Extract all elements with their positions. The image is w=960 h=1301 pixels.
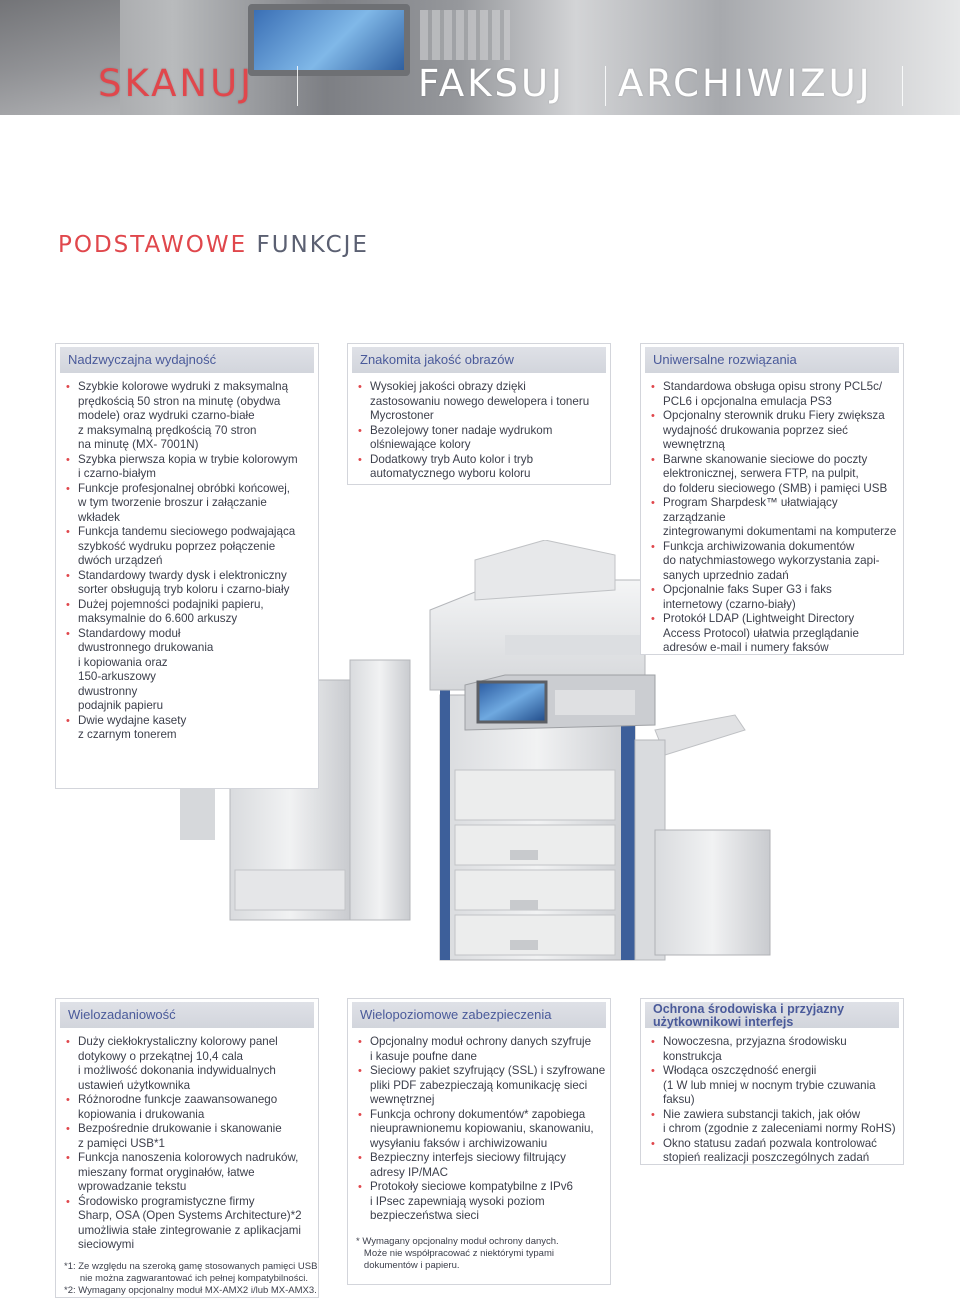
hero-word-archive: ARCHIWIZUJ bbox=[618, 62, 873, 105]
feature-list bbox=[64, 380, 314, 743]
feature-box-title bbox=[645, 1002, 899, 1028]
page-title bbox=[58, 232, 369, 258]
list-item: • Standardowy moduł dwustronnego drukowania i kopiowania oraz 150-arkuszowy dwustronny podajnik papieru bbox=[64, 627, 314, 714]
list-item: • Bezpieczny interfejs sieciowy filtrujący adresy IP/MAC bbox=[356, 1151, 606, 1180]
control-panel bbox=[465, 675, 655, 730]
list-item: • Funkcja tandemu sieciowego podwajająca szybkość wydruku poprzez połączenie dwóch urządzeń bbox=[64, 525, 314, 569]
list-item: • Opcjonalny sterownik druku Fiery zwiększa wydajność drukowania poprzez sieć wewnętrzną bbox=[649, 409, 899, 453]
list-item: • Opcjonalny moduł ochrony danych szyfruje i kasuje poufne dane bbox=[356, 1035, 606, 1064]
list-item: • Szybka pierwsza kopia w trybie kolorowym i czarno-białym bbox=[64, 453, 314, 482]
hero-word-fax: FAKSUJ bbox=[418, 62, 565, 105]
list-item: • Nie zawiera substancji takich, jak ołów i chrom (zgodnie z zaleceniami normy RoHS) bbox=[649, 1108, 899, 1137]
feature-box-multitask bbox=[55, 998, 319, 1298]
hero-separator bbox=[902, 66, 903, 106]
page-title-part2: FUNKCJE bbox=[256, 232, 369, 258]
list-item: • Nowoczesna, przyjazna środowisku konstrukcja bbox=[649, 1035, 899, 1064]
footnote-line: * Wymagany opcjonalny moduł ochrony danych. Może nie współpracować z niektórymi typami dokumentów i papieru. bbox=[356, 1235, 559, 1271]
large-capacity-tray bbox=[655, 830, 770, 955]
list-item: • Protokół LDAP (Lightweight Directory Access Protocol) ułatwia przeglądanie adresów e-mail i numery faksów bbox=[649, 612, 899, 656]
list-item: • Bezpośrednie drukowanie i skanowanie z pamięci USB*1 bbox=[64, 1122, 314, 1151]
list-item: • Sieciowy pakiet szyfrujący (SSL) i szyfrowane pliki PDF zabezpieczają komunikację sieci wewnętrznej bbox=[356, 1064, 606, 1108]
list-item: • Dwie wydajne kasety z czarnym tonerem bbox=[64, 714, 314, 743]
list-item: • Standardowy twardy dysk i elektroniczny sorter obsługują tryb koloru i czarno-biały bbox=[64, 569, 314, 598]
list-item: • Funkcja ochrony dokumentów* zapobiega nieuprawnionemu kopiowaniu, skanowaniu, wysyłaniu faksów i archiwizowaniu bbox=[356, 1108, 606, 1152]
footnote bbox=[64, 1260, 318, 1297]
hero-banner bbox=[0, 0, 960, 115]
list-item: • Protokoły sieciowe kompatybilne z IPv6 i IPsec zapewniają wysoki poziom bezpieczeństwa sieci bbox=[356, 1180, 606, 1224]
list-item: • Funkcja archiwizowania dokumentów do natychmiastowego wykorzystania zapi- sanych uprzednio zadań bbox=[649, 540, 899, 584]
feature-box-title: Znakomita jakość obrazów bbox=[352, 347, 606, 373]
list-item: • Bezolejowy toner nadaje wydrukom olśniewające kolory bbox=[356, 424, 606, 453]
feature-box-quality bbox=[347, 343, 611, 485]
feature-box-title-line1: Ochrona środowiska i przyjazny bbox=[653, 1002, 845, 1016]
list-item: • Szybkie kolorowe wydruki z maksymalną prędkością 50 stron na minutę (obydwa modele) oraz wydruki czarno-białe z maksymalną prędkością 70 stron na minutę (MX- 7001N) bbox=[64, 380, 314, 453]
feature-box-title: Wielopoziomowe zabezpieczenia bbox=[352, 1002, 606, 1028]
feature-list bbox=[356, 1035, 606, 1272]
feature-box-title: Wielozadaniowość bbox=[60, 1002, 314, 1028]
footnote bbox=[356, 1236, 606, 1272]
list-item: • Wysokiej jakości obrazy dzięki zastosowaniu nowego dewelopera i toneru Mycrostoner bbox=[356, 380, 606, 424]
list-item: • Duży ciekłokrystaliczny kolorowy panel dotykowy o przekątnej 10,4 cala i możliwość dokonania indywidualnych ustawień użytkownika bbox=[64, 1035, 314, 1093]
main-engine bbox=[440, 690, 635, 960]
list-item: • Program Sharpdesk™ ułatwiający zarządzanie zintegrowanymi dokumentami na komputerze bbox=[649, 496, 899, 540]
list-item: • Dużej pojemności podajniki papieru, maksymalnie do 6.600 arkuszy bbox=[64, 598, 314, 627]
feature-box-title: Uniwersalne rozwiązania bbox=[645, 347, 899, 373]
list-item: • Środowisko programistyczne firmy Sharp, OSA (Open Systems Architecture)*2 umożliwia stałe zintegrowanie z aplikacjami sieciowymi bbox=[64, 1195, 314, 1253]
keypad-photo bbox=[420, 10, 510, 60]
feature-box-performance bbox=[55, 343, 319, 789]
feature-list bbox=[649, 380, 899, 656]
feature-box-title-line2: użytkownikowi interfejs bbox=[653, 1015, 794, 1029]
list-item: • Okno statusu zadań pozwala kontrolować stopień realizacji poszczególnych zadań bbox=[649, 1137, 899, 1166]
page-title-part1: PODSTAWOWE bbox=[58, 232, 248, 258]
document-feeder bbox=[430, 540, 645, 690]
feature-list bbox=[64, 1035, 318, 1297]
list-item: • Opcjonalnie faks Super G3 i faks internetowy (czarno-biały) bbox=[649, 583, 899, 612]
feature-box-universal bbox=[640, 343, 904, 655]
feature-list bbox=[356, 380, 606, 482]
feature-box-title: Nadzwyczajna wydajność bbox=[60, 347, 314, 373]
list-item: • Dodatkowy tryb Auto kolor i tryb automatycznego wyboru koloru bbox=[356, 453, 606, 482]
list-item: • Funkcja nanoszenia kolorowych nadruków, mieszany format oryginałów, łatwe wprowadzanie tekstu bbox=[64, 1151, 314, 1195]
hero-title-row bbox=[0, 62, 960, 106]
hero-separator bbox=[297, 66, 298, 106]
list-item: • Włodąca oszczędność energii (1 W lub mniej w nocnym trybie czuwania faksu) bbox=[649, 1064, 899, 1108]
list-item: • Standardowa obsługa opisu strony PCL5c/ PCL6 i opcjonalna emulacja PS3 bbox=[649, 380, 899, 409]
list-item: • Funkcje profesjonalnej obróbki końcowej, w tym tworzenie broszur i załączanie wkładek bbox=[64, 482, 314, 526]
footnote-line: *1: Ze względu na szeroką gamę stosowanych pamięci USB nie można zagwarantować ich pełnej kompatybilności. bbox=[64, 1260, 318, 1284]
footnote-line: *2: Wymagany opcjonalny moduł MX-AMX2 i/lub MX-AMX3. bbox=[64, 1284, 317, 1296]
feature-box-environment bbox=[640, 998, 904, 1165]
list-item: • Barwne skanowanie sieciowe do poczty elektronicznej, serwera FTP, na pulpit, do folderu sieciowego (SMB) i pamięci USB bbox=[649, 453, 899, 497]
list-item: • Różnorodne funkcje zaawansowanego kopiowania i drukowania bbox=[64, 1093, 314, 1122]
hero-word-scan: SKANUJ bbox=[98, 62, 255, 105]
hero-separator bbox=[605, 66, 606, 106]
feature-list bbox=[649, 1035, 899, 1166]
feature-box-security bbox=[347, 998, 611, 1285]
